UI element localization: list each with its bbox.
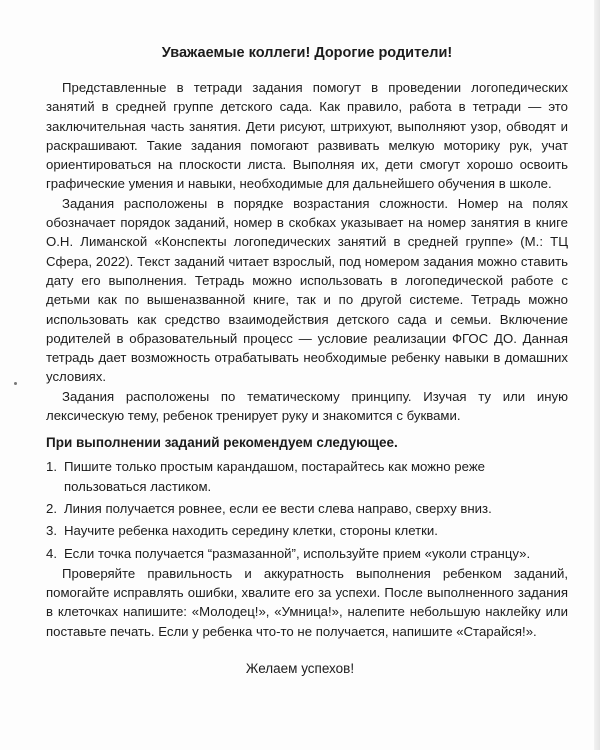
list-item [46, 457, 568, 496]
document-body [46, 44, 568, 641]
order-paragraph: Задания расположены в порядке возрастания сложности. Номер на полях обозначает порядок заданий, номер в скобках указывает на номер занятия в книге О.Н. Лиманской «Конспекты логопедических занятий в средней группе» (М.: ТЦ Сфера, 2022). Текст заданий читает взрослый, под номером задания можно ставить дату его выполнения. Тетрадь можно использовать в логопедической работе с детьми как по вышеназванной книге, так и по другой системе. Тетрадь можно использовать как средство взаимодействия детского сада и семьи. Включение родителей в образовательный процесс — условие реализации ФГОС ДО. Данная тетрадь дает возможность отрабатывать необходимые ребенку навыки в домашних условиях. [46, 195, 568, 385]
list-item [46, 499, 568, 518]
list-item-number: 3. [46, 523, 57, 539]
list-item-number: 2. [46, 500, 57, 516]
list-item-number: 4. [46, 545, 57, 561]
theme-paragraph: Задания расположены по тематическому принципу. Изучая ту или иную лексическую тему, ребенок тренирует руку и знакомится с буквами. [46, 388, 568, 424]
list-item-text: Научите ребенка находить середину клетки, стороны клетки. [64, 523, 438, 539]
list-item [46, 521, 568, 540]
list-item [46, 544, 568, 563]
page-edge-shadow [594, 0, 600, 750]
list-item-text: Пишите только простым карандашом, постарайтесь как можно реже пользоваться ластиком. [64, 459, 485, 494]
recommendations-heading: При выполнении заданий рекомендуем следующее. [46, 435, 398, 451]
list-item-text: Если точка получается “размазанной”, используйте прием «уколи странцу». [64, 545, 531, 561]
page-title: Уважаемые коллеги! Дорогие родители! [161, 45, 453, 61]
recommendations-list [46, 457, 568, 562]
margin-mark [14, 382, 17, 385]
list-item-text: Линия получается ровнее, если ее вести слева направо, сверху вниз. [64, 500, 492, 516]
final-paragraph: Проверяйте правильность и аккуратность выполнения ребенком заданий, помогайте исправлять ошибки, хвалите его за успехи. После выполненного задания в клеточках напишите: «Молодец!», «Умница!», налепите небольшую наклейку или поставьте печать. Если у ребенка что-то не получается, напишите «Старайся!». [46, 565, 568, 639]
closing-wish: Желаем успехов! [245, 661, 355, 676]
list-item-number: 1. [46, 459, 57, 475]
intro-paragraph: Представленные в тетради задания помогут в проведении логопедических занятий в средней группе детского сада. Как правило, работа в тетради — это заключительная часть занятия. Дети рисуют, штрихуют, выполняют узор, обводят и раскрашивают. Такие задания помогают развивать мелкую моторику рук, учат ориентироваться на плоскости листа. Выполняя их, дети смогут хорошо освоить графические умения и навыки, необходимые для дальнейшего обучения в школе. [46, 80, 568, 192]
